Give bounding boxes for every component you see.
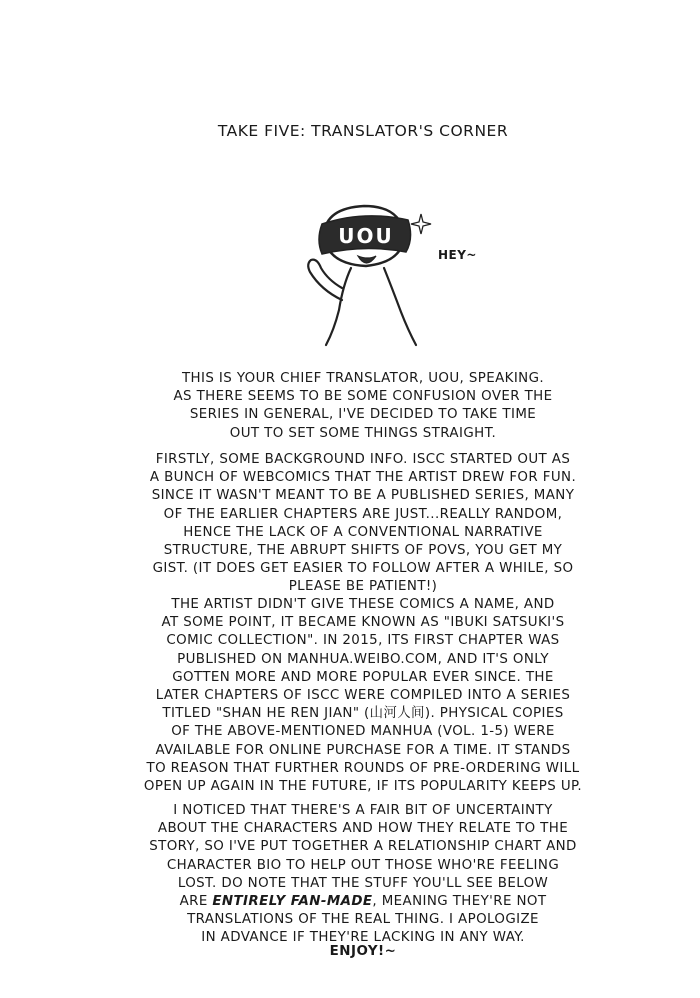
paragraph-fan-made-note <box>0 802 700 948</box>
text-line: THE ARTIST DIDN'T GIVE THESE COMICS A NAME, AND <box>171 597 555 612</box>
page-title: TAKE FIVE: TRANSLATOR'S CORNER <box>217 122 509 140</box>
text-line-emphasis <box>0 893 700 911</box>
text-line: GOTTEN MORE AND MORE POPULAR EVER SINCE. THE <box>172 669 554 685</box>
text-line: ABOUT THE CHARACTERS AND HOW THEY RELATE TO THE <box>157 821 569 837</box>
text-line: TITLED "SHAN HE REN JIAN" (山河人间). PHYSICAL COPIES <box>162 706 564 722</box>
text-line: I NOTICED THAT THERE'S A FAIR BIT OF UNCERTAINTY <box>173 803 553 818</box>
text-line: TO REASON THAT FURTHER ROUNDS OF PRE-ORDERING WILL <box>146 760 580 776</box>
text-line: STRUCTURE, THE ABRUPT SHIFTS OF POVS, YOU GET MY <box>163 543 563 559</box>
text-line: OPEN UP AGAIN IN THE FUTURE, IF ITS POPULARITY KEEPS UP. <box>143 779 583 795</box>
text-line: OF THE ABOVE-MENTIONED MANHUA (VOL. 1-5) WERE <box>171 724 555 740</box>
text-segment: , MEANING THEY'RE NOT <box>372 894 547 910</box>
text-line: OF THE EARLIER CHAPTERS ARE JUST...REALLY RANDOM, <box>163 506 563 522</box>
text-line: CHARACTER BIO TO HELP OUT THOSE WHO'RE FEELING <box>166 857 560 873</box>
paragraph-intro <box>0 370 700 443</box>
text-line: A BUNCH OF WEBCOMICS THAT THE ARTIST DREW FOR FUN. <box>149 470 577 486</box>
text-line: AS THERE SEEMS TO BE SOME CONFUSION OVER THE <box>173 389 553 405</box>
closing-text: ENJOY!~ <box>329 944 397 959</box>
text-line: FIRSTLY, SOME BACKGROUND INFO. ISCC STARTED OUT AS <box>155 452 571 467</box>
text-line: SINCE IT WASN'T MEANT TO BE A PUBLISHED SERIES, MANY <box>151 488 575 504</box>
speech-text: HEY~ <box>438 248 477 262</box>
text-line: AVAILABLE FOR ONLINE PURCHASE FOR A TIME. IT STANDS <box>155 742 571 758</box>
text-line: AT SOME POINT, IT BECAME KNOWN AS "IBUKI SATSUKI'S <box>161 615 565 631</box>
text-line: TRANSLATIONS OF THE REAL THING. I APOLOGIZE <box>187 912 539 928</box>
paragraph-background <box>0 451 700 597</box>
text-line: GIST. (IT DOES GET EASIER TO FOLLOW AFTER A WHILE, SO <box>152 561 574 577</box>
text-line: PUBLISHED ON MANHUA.WEIBO.COM, AND IT'S ONLY <box>177 651 549 667</box>
mascot-drawing <box>296 200 486 350</box>
emphasis-text: ENTIRELY FAN-MADE <box>212 894 373 910</box>
text-line: IN ADVANCE IF THEY'RE LACKING IN ANY WAY. <box>201 930 525 946</box>
text-line: COMIC COLLECTION". IN 2015, ITS FIRST CHAPTER WAS <box>166 633 560 649</box>
text-line: PLEASE BE PATIENT!) <box>288 579 438 595</box>
translator-mascot-illustration <box>296 200 486 350</box>
text-line: STORY, SO I'VE PUT TOGETHER A RELATIONSHIP CHART AND <box>149 839 577 855</box>
text-line: OUT TO SET SOME THINGS STRAIGHT. <box>229 425 497 441</box>
text-line: LOST. DO NOTE THAT THE STUFF YOU'LL SEE BELOW <box>177 875 549 891</box>
text-line: LATER CHAPTERS OF ISCC WERE COMPILED INTO A SERIES <box>155 688 571 704</box>
text-line: HENCE THE LACK OF A CONVENTIONAL NARRATIVE <box>183 524 543 540</box>
text-segment: ARE <box>179 894 213 910</box>
paragraph-history <box>0 596 700 796</box>
text-line: THIS IS YOUR CHIEF TRANSLATOR, UOU, SPEAKING. <box>181 371 545 386</box>
text-line: SERIES IN GENERAL, I'VE DECIDED TO TAKE TIME <box>189 407 537 423</box>
mascot-visor-text: UOU <box>338 224 394 248</box>
